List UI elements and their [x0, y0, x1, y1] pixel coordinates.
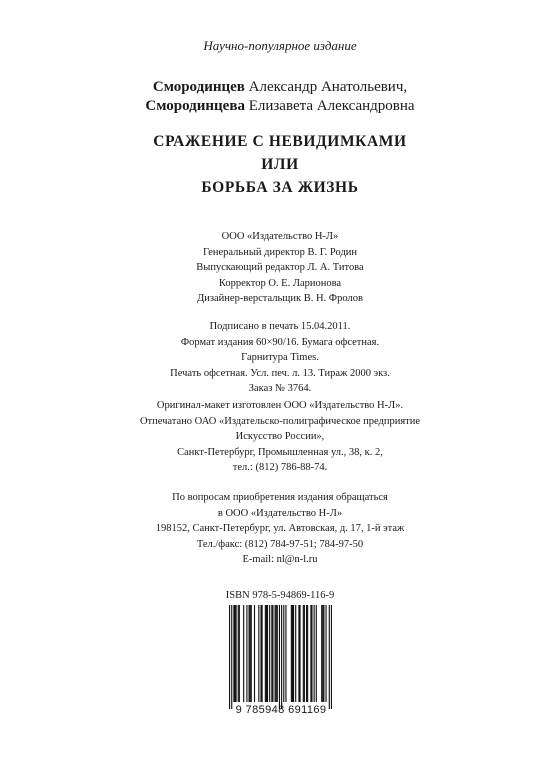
layout-line: Оригинал-макет изготовлен ООО «Издательство Н-Л».	[156, 400, 404, 411]
print-line: Заказ № 3764.	[248, 383, 312, 394]
barcode-bar	[292, 605, 293, 702]
authors-block	[0, 78, 560, 116]
author-1-given: Александр Анатольевич,	[244, 79, 408, 95]
barcode-bar	[276, 605, 277, 702]
contacts-line: По вопросам приобретения издания обращаться	[172, 492, 388, 503]
barcode-bar	[321, 605, 322, 702]
title-line-1: СРАЖЕНИЕ С НЕВИДИМКАМИ	[153, 133, 407, 150]
barcode-bar	[279, 605, 280, 709]
barcode-bar	[258, 605, 259, 702]
layout-info-block	[0, 398, 560, 476]
print-line: Гарнитура Times.	[241, 352, 319, 363]
barcode-bar	[266, 605, 267, 702]
barcode-bar	[283, 605, 284, 702]
author-1-surname: Смородинцев	[152, 79, 245, 95]
barcode-bar	[325, 605, 326, 702]
barcode-bar	[231, 605, 232, 709]
layout-line: Искусство России»,	[235, 431, 325, 442]
staff-line: Генеральный директор В. Г. Родин	[202, 246, 358, 258]
author-1	[0, 78, 560, 97]
contacts-block	[0, 490, 560, 568]
barcode-bar	[238, 605, 239, 702]
barcode-image	[229, 605, 332, 715]
barcode-bar	[299, 605, 300, 702]
barcode-bar	[314, 605, 315, 702]
barcode-bar	[298, 605, 299, 702]
barcode-bar	[262, 605, 263, 702]
barcode-bar	[250, 605, 251, 702]
barcode-bar	[272, 605, 273, 702]
layout-line: Санкт-Петербург, Промышленная ул., 38, к. 2,	[177, 446, 383, 458]
barcode-bar	[310, 605, 311, 702]
print-line: Подписано в печать 15.04.2011.	[209, 321, 351, 332]
staff-line: Корректор О. Е. Ларионова	[218, 277, 342, 289]
staff-line: Выпускающий редактор Л. А. Титова	[196, 262, 364, 273]
title-line-3: БОРЬБА ЗА ЖИЗНЬ	[201, 179, 359, 196]
contacts-line: 198152, Санкт-Петербург, ул. Автовская, д. 17, 1-й этаж	[155, 523, 405, 534]
layout-line: тел.: (812) 786-88-74.	[232, 462, 328, 473]
barcode-bar	[265, 605, 266, 702]
barcode-bar	[271, 605, 272, 702]
staff-block	[0, 229, 560, 307]
contacts-line: Тел./факс: (812) 784-97-51; 784-97-50	[196, 538, 364, 550]
barcode-bar	[304, 605, 305, 702]
barcode-bar	[293, 605, 294, 702]
barcode-bar	[322, 605, 323, 702]
barcode-bar	[275, 605, 276, 702]
barcode-bar	[267, 605, 268, 702]
barcode-bar	[295, 605, 296, 702]
contacts-email: E-mail: nl@n-l.ru	[242, 554, 318, 565]
barcode-bar	[307, 605, 308, 702]
barcode-digits: 9 785948 691169	[235, 704, 327, 716]
barcode-bar	[329, 605, 330, 709]
author-2-given: Елизавета Александровна	[244, 98, 415, 114]
contacts-line: в ООО «Издательство Н-Л»	[217, 507, 343, 519]
barcode-bar	[254, 605, 255, 702]
barcode-bar	[239, 605, 240, 702]
isbn-label: ISBN 978-5-94869-116-9	[225, 590, 335, 601]
barcode-bar	[251, 605, 252, 702]
barcode-bar	[331, 605, 332, 709]
barcode-bar	[269, 605, 270, 702]
print-info-block	[0, 319, 560, 397]
barcode-bar	[277, 605, 278, 702]
barcode-bar	[229, 605, 230, 709]
print-line: Формат издания 60×90/16. Бумага офсетная.	[180, 336, 380, 348]
barcode-bar	[236, 605, 237, 702]
barcode-bar	[311, 605, 312, 702]
barcode-bar	[249, 605, 250, 702]
barcode-bar	[303, 605, 304, 702]
barcode-bar	[234, 605, 235, 702]
barcode-bar	[306, 605, 307, 702]
barcode-bar	[291, 605, 292, 702]
author-2	[0, 97, 560, 116]
barcode-bar	[323, 605, 324, 702]
book-title	[0, 130, 560, 199]
print-line: Печать офсетная. Усл. печ. л. 13. Тираж 2000 экз.	[170, 367, 390, 379]
staff-line: ООО «Издательство Н-Л»	[221, 231, 339, 242]
staff-line: Дизайнер-верстальщик В. Н. Фролов	[197, 293, 363, 304]
layout-line: Отпечатано ОАО «Издательско-полиграфическое предприятие	[139, 415, 421, 427]
barcode-bar	[281, 605, 282, 709]
barcode-bar	[285, 605, 286, 702]
barcode-bar	[246, 605, 247, 702]
barcode-bar	[316, 605, 317, 702]
barcode-bar	[260, 605, 261, 702]
publication-type: Научно-популярное издание	[203, 38, 357, 53]
barcode-bar	[243, 605, 244, 702]
title-line-2: ИЛИ	[261, 156, 299, 173]
barcode-bar	[233, 605, 234, 702]
author-2-surname: Смородинцева	[145, 98, 245, 114]
